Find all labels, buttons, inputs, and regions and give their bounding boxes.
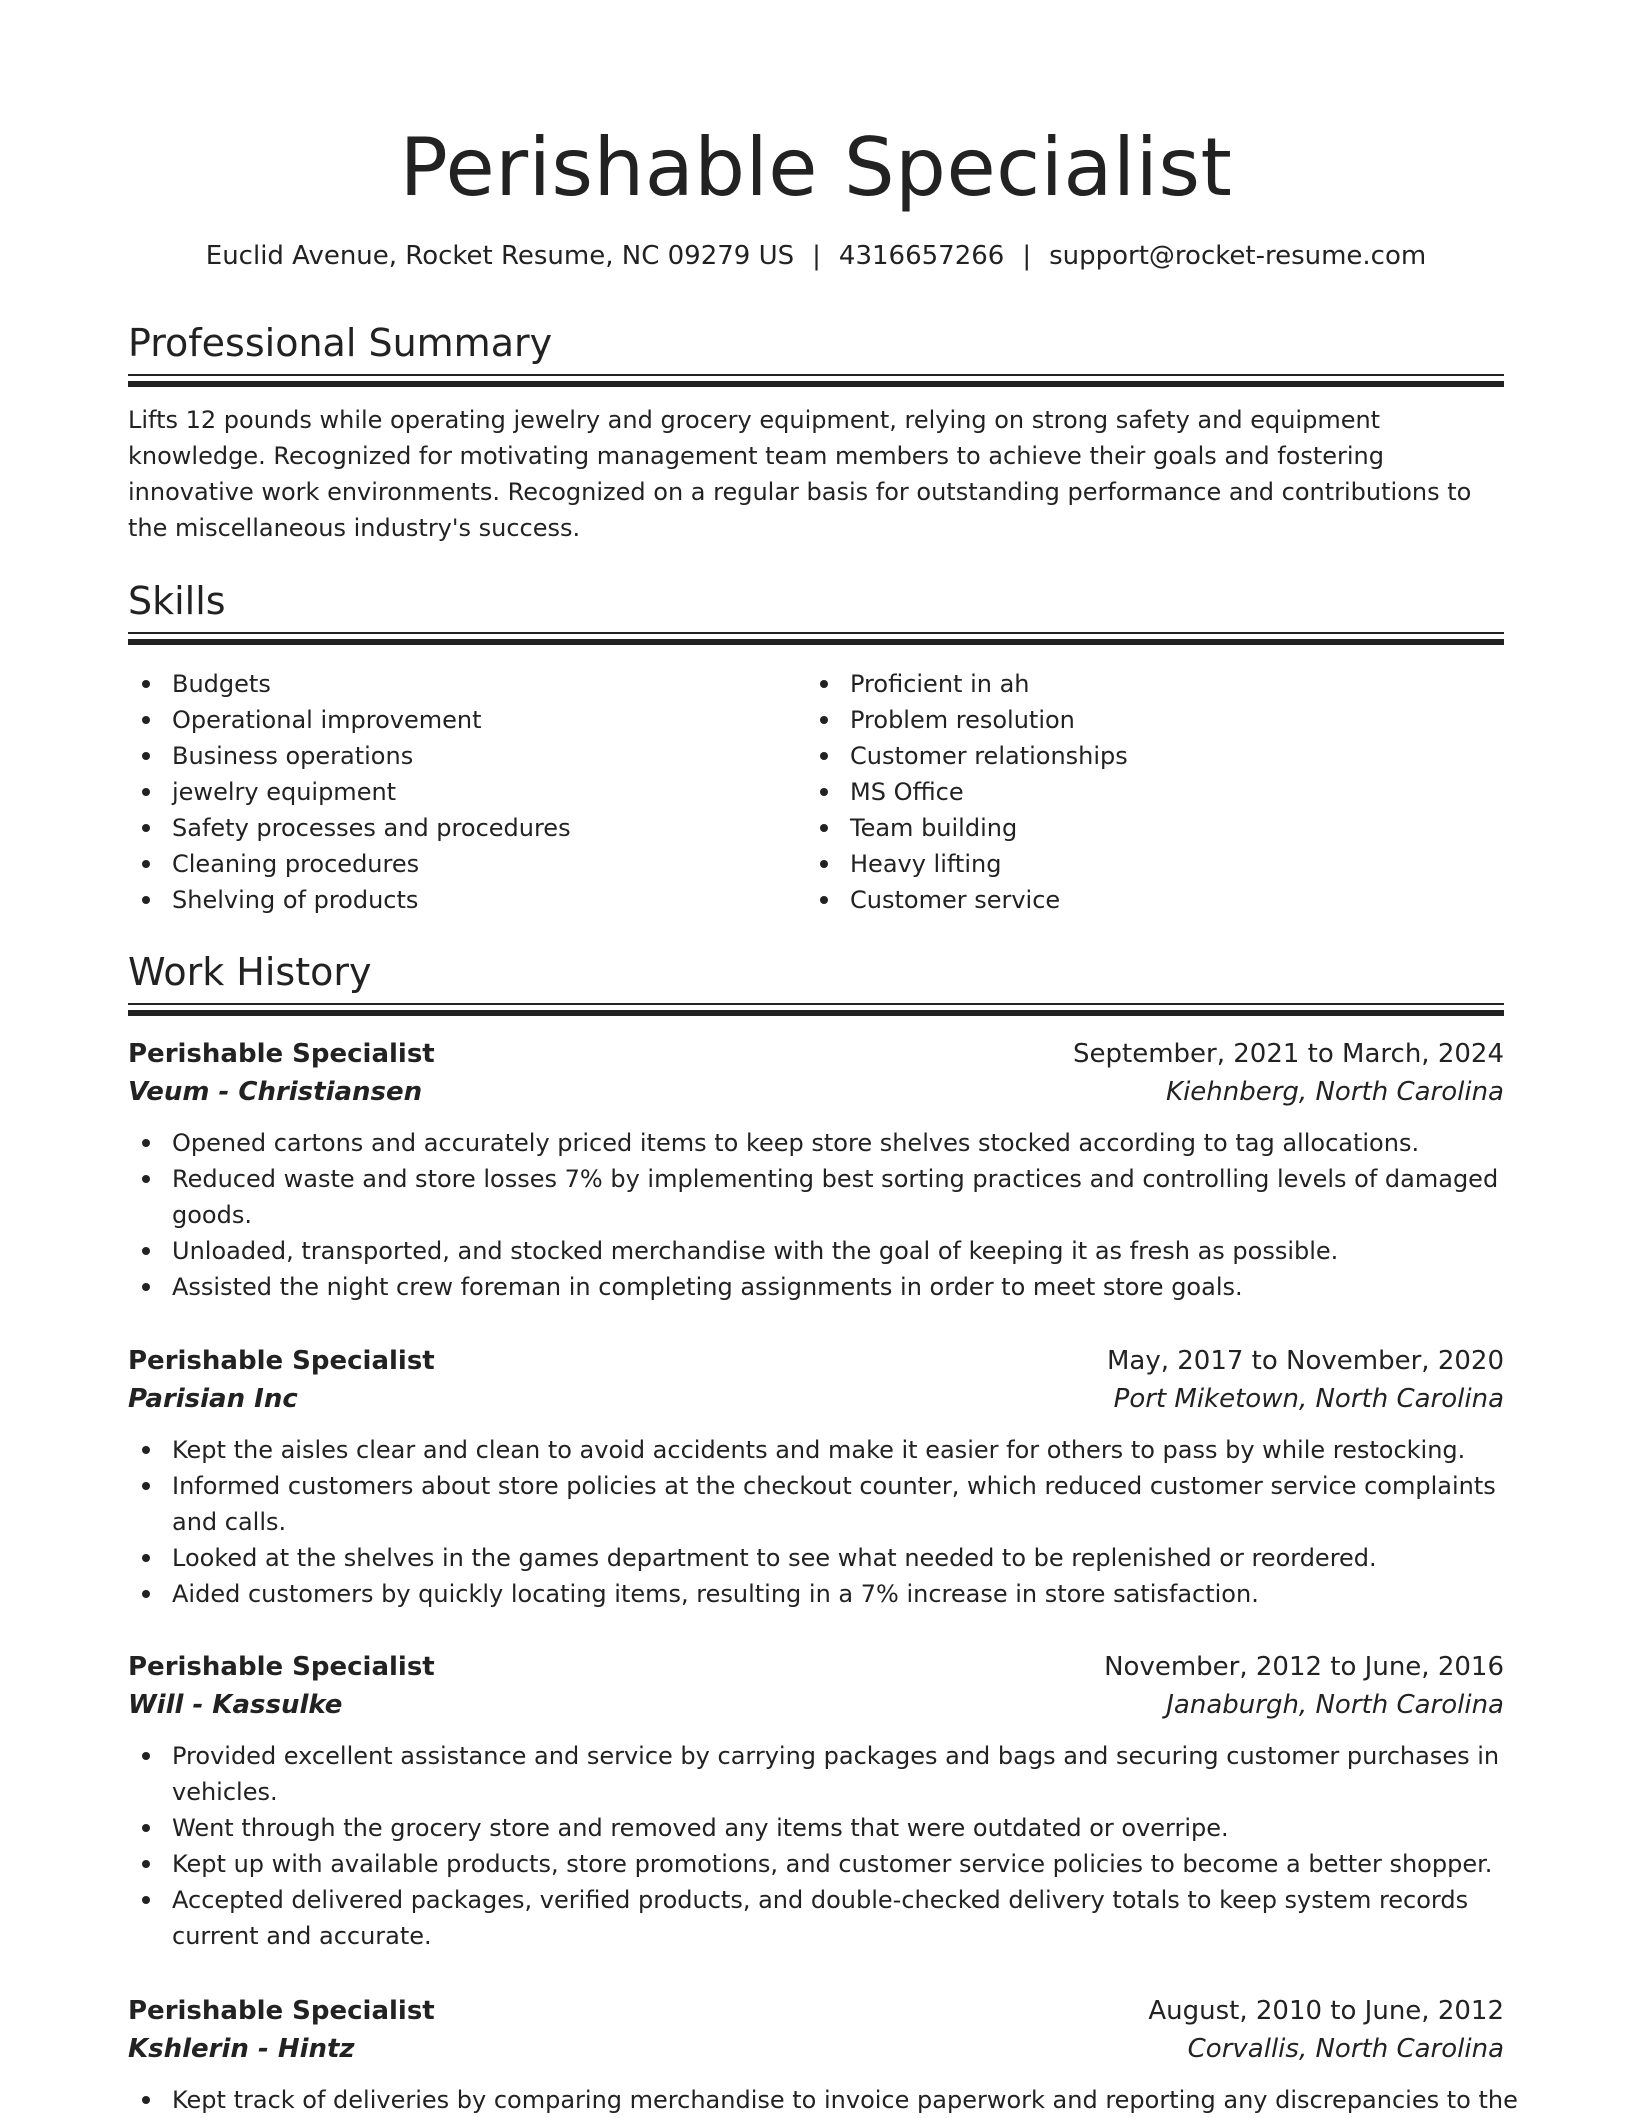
job-duty-item: Went through the grocery store and removed any items that were outdated or overripe. xyxy=(128,1810,1504,1846)
job-entry xyxy=(128,1035,1504,1305)
contact-separator: | xyxy=(812,241,821,271)
job-location: Janaburgh, North Carolina xyxy=(1166,1690,1504,1720)
job-dates: September, 2021 to March, 2024 xyxy=(1073,1039,1504,1069)
work-history-heading: Work History xyxy=(128,950,372,994)
skill-item: Customer service xyxy=(806,882,1466,918)
job-company: Kshlerin - Hintz xyxy=(128,2034,355,2064)
job-dates: November, 2012 to June, 2016 xyxy=(1104,1652,1504,1682)
job-duty-item: Aided customers by quickly locating items, resulting in a 7% increase in store satisfaction. xyxy=(128,1576,1504,1612)
job-dates: May, 2017 to November, 2020 xyxy=(1106,1346,1504,1376)
summary-text: Lifts 12 pounds while operating jewelry and grocery equipment, relying on strong safety and equipment knowledge. Recognized for motivating management team members to achieve their goals and fostering innovative work environments. Recognized on a regular basis for outstanding performance and contributions to the miscellaneous industry's success. xyxy=(128,406,1472,542)
contact-phone: 4316657266 xyxy=(838,241,1005,271)
job-duty-item: Unloaded, transported, and stocked merchandise with the goal of keeping it as fresh as possible. xyxy=(128,1233,1504,1269)
skills-heading: Skills xyxy=(128,579,226,623)
skill-item: Shelving of products xyxy=(128,882,788,918)
skill-item: Business operations xyxy=(128,738,788,774)
job-duty-item: Accepted delivered packages, verified products, and double-checked delivery totals to keep system records current and accurate. xyxy=(128,1882,1504,1954)
job-duty-item: Kept up with available products, store promotions, and customer service policies to become a better shopper. xyxy=(128,1846,1504,1882)
job-company: Veum - Christiansen xyxy=(128,1077,423,1107)
section-divider xyxy=(128,1003,1504,1015)
job-duty-item: Informed customers about store policies at the checkout counter, which reduced customer service complaints and calls. xyxy=(128,1468,1504,1540)
skill-item: Problem resolution xyxy=(806,702,1466,738)
skill-item: Cleaning procedures xyxy=(128,846,788,882)
skill-item: Team building xyxy=(806,810,1466,846)
contact-separator: | xyxy=(1022,241,1032,271)
job-duties xyxy=(128,2082,1518,2118)
job-duty-item: Kept the aisles clear and clean to avoid accidents and make it easier for others to pass by while restocking. xyxy=(128,1432,1504,1468)
contact-line xyxy=(128,238,1504,274)
candidate-name: Perishable Specialist xyxy=(399,121,1233,214)
job-location: Corvallis, North Carolina xyxy=(1187,2034,1504,2064)
section-divider xyxy=(128,632,1504,644)
job-duties xyxy=(128,1738,1504,1954)
job-dates: August, 2010 to June, 2012 xyxy=(1148,1996,1504,2026)
job-location: Port Miketown, North Carolina xyxy=(1113,1384,1504,1414)
job-duty-item: Assisted the night crew foreman in completing assignments in order to meet store goals. xyxy=(128,1269,1504,1305)
job-duties xyxy=(128,1125,1504,1305)
job-entry xyxy=(128,1648,1504,1954)
job-title: Perishable Specialist xyxy=(128,1652,435,1682)
skill-item: jewelry equipment xyxy=(128,774,788,810)
section-divider xyxy=(128,374,1504,386)
skill-item: Budgets xyxy=(128,666,788,702)
job-duty-item: Reduced waste and store losses 7% by implementing best sorting practices and controlling levels of damaged goods. xyxy=(128,1161,1504,1233)
job-entry xyxy=(128,1992,1518,2118)
job-title: Perishable Specialist xyxy=(128,1039,435,1069)
contact-address: Euclid Avenue, Rocket Resume, NC 09279 US xyxy=(205,241,795,271)
job-duty-item: Looked at the shelves in the games department to see what needed to be replenished or reordered. xyxy=(128,1540,1504,1576)
skill-item: MS Office xyxy=(806,774,1466,810)
skills-list-left xyxy=(128,666,788,918)
contact-email: support@rocket-resume.com xyxy=(1049,241,1427,271)
job-duty-item: Opened cartons and accurately priced items to keep store shelves stocked according to tag allocations. xyxy=(128,1125,1504,1161)
skill-item: Customer relationships xyxy=(806,738,1466,774)
job-entry xyxy=(128,1342,1504,1612)
job-duty-item: Kept track of deliveries by comparing merchandise to invoice paperwork and reporting any discrepancies to the xyxy=(128,2082,1504,2118)
skill-item: Operational improvement xyxy=(128,702,788,738)
job-title: Perishable Specialist xyxy=(128,1996,435,2026)
summary-heading: Professional Summary xyxy=(128,321,553,365)
job-duties xyxy=(128,1432,1504,1612)
skill-item: Proficient in ah xyxy=(806,666,1466,702)
job-company: Parisian Inc xyxy=(128,1384,298,1414)
skill-item: Heavy lifting xyxy=(806,846,1466,882)
job-company: Will - Kassulke xyxy=(128,1690,343,1720)
skills-list-right xyxy=(806,666,1466,918)
job-duty-item: Provided excellent assistance and service by carrying packages and bags and securing customer purchases in vehicles. xyxy=(128,1738,1504,1810)
job-location: Kiehnberg, North Carolina xyxy=(1166,1077,1504,1107)
skill-item: Safety processes and procedures xyxy=(128,810,788,846)
job-title: Perishable Specialist xyxy=(128,1346,435,1376)
